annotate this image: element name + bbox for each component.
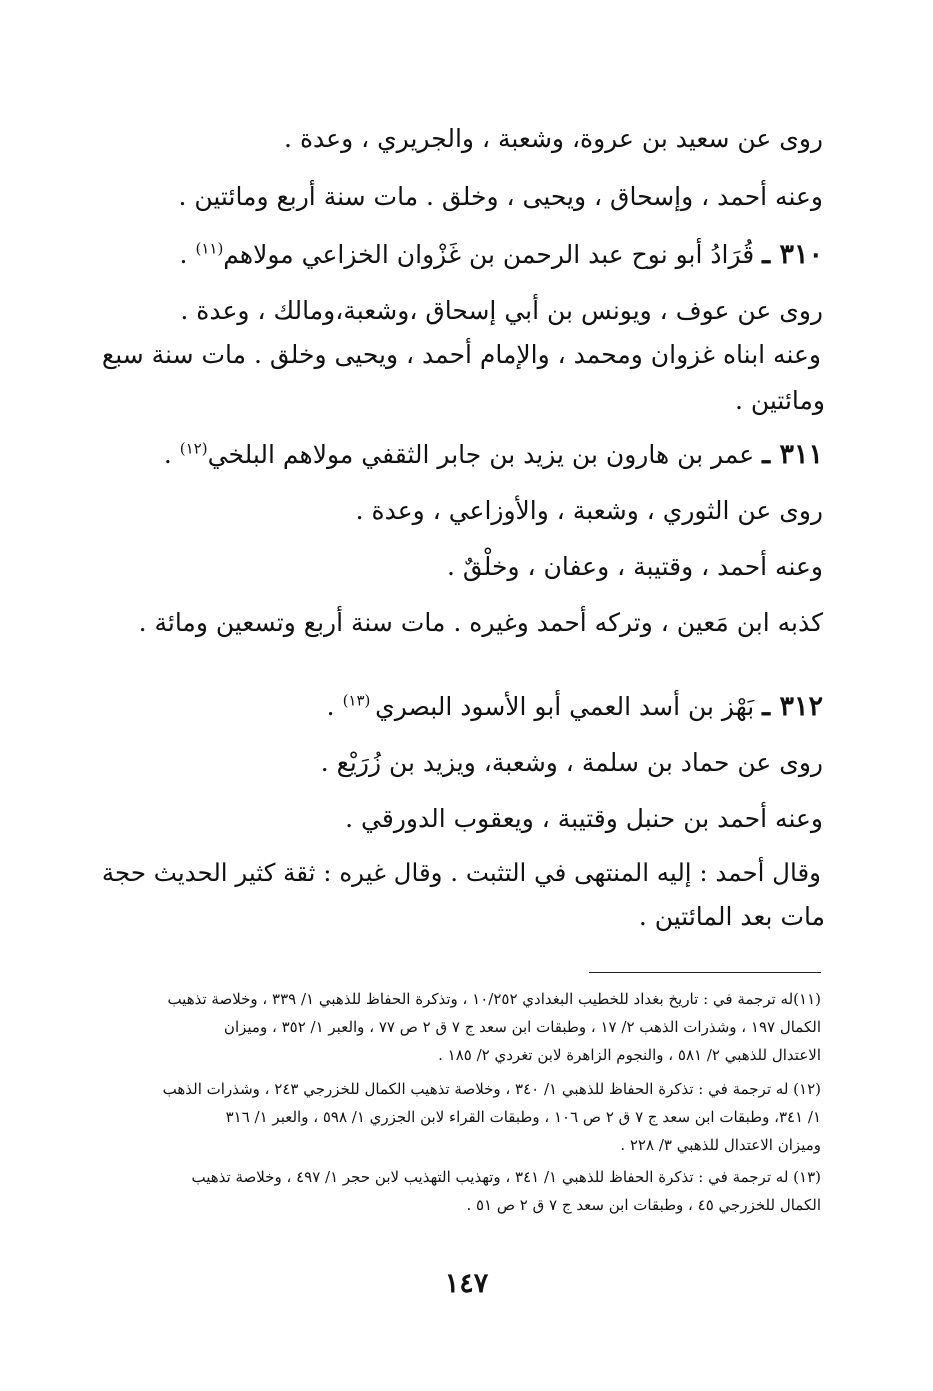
footnote-ref: (١١) — [195, 239, 224, 258]
footnote-11-continued: الاعتدال للذهبي ٢/ ٥٨١ ، والنجوم الزاهرة لابن تغردي ٢/ ١٨٥ . — [438, 1046, 821, 1064]
assessment-line: كذبه ابن مَعين ، وتركه أحمد وغيره . مات سنة أربع وتسعين ومائة . — [138, 608, 823, 637]
entry-name: بَهْز بن أسد العمي أبو الأسود البصري — [375, 692, 755, 721]
narrators-to-line: وعنه أحمد بن حنبل وقتيبة ، ويعقوب الدورقي . — [345, 804, 823, 833]
assessment-line: وقال أحمد : إليه المنتهى في التثبت . وقال غيره : ثقة كثير الحديث حجة — [101, 858, 821, 887]
footnote-13-continued: الكمال للخزرجي ٤٥ ، وطبقات ابن سعد ج ٧ ق ٢ ص ٥١ . — [466, 1196, 821, 1214]
death-line: مات بعد المائتين . — [638, 902, 825, 931]
footnote-11: (١١)له ترجمة في : تاريخ بغداد للخطيب البغدادي ١٠/٢٥٢ ، وتذكرة الحفاظ للذهبي ١/ ٣٣٩ ، وخلاصة تذهيب — [167, 990, 821, 1008]
footnote-12-continued: ١/ ٣٤١، وطبقات ابن سعد ج ٧ ق ٢ ص ١٠٦ ، وطبقات القراء لابن الجزري ١/ ٥٩٨ ، والعبر ١/ ٣١٦ — [225, 1108, 821, 1126]
narrators-from-line: روى عن سعيد بن عروة، وشعبة ، والجريري ، وعدة . — [284, 124, 823, 153]
footnote-12: (١٢) له ترجمة في : تذكرة الحفاظ للذهبي ١/ ٣٤٠ ، وخلاصة تذهيب الكمال للخزرجي ٢٤٣ ، وشذرات الذهب — [162, 1080, 821, 1098]
entry-name: عمر بن هارون بن يزيد بن جابر الثقفي مولاهم البلخي — [207, 440, 755, 469]
footnote-ref: (١٣) — [342, 691, 376, 710]
entry-name: قُرَادُ أبو نوح عبد الرحمن بن غَزْوان الخزاعي مولاهم — [223, 240, 755, 269]
page-number: ١٤٧ — [444, 1268, 489, 1299]
punctuation: . — [326, 692, 343, 721]
footnote-11-continued: الكمال ١٩٧ ، وشذرات الذهب ٢/ ١٧ ، وطبقات ابن سعد ج ٧ ق ٢ ص ٧٧ ، والعبر ١/ ٣٥٢ ، وميزان — [223, 1018, 821, 1036]
entry-number: ٣١١ ـ — [762, 439, 823, 470]
punctuation: . — [163, 440, 180, 469]
entry-number: ٣١٠ ـ — [762, 239, 823, 270]
entry-310-heading — [180, 238, 823, 272]
footnote-12-continued: وميزان الاعتدال للذهبي ٣/ ٢٢٨ . — [620, 1136, 821, 1154]
narrators-to-line: وعنه ابناه غزوان ومحمد ، والإمام أحمد ، ويحيى وخلق . مات سنة سبع — [101, 340, 821, 369]
narrators-from-line: روى عن عوف ، ويونس بن أبي إسحاق ،وشعبة،ومالك ، وعدة . — [180, 296, 823, 325]
footnote-separator — [589, 972, 821, 973]
narrators-to-line-continued: ومائتين . — [734, 386, 825, 415]
narrators-to-line: وعنه أحمد ، وقتيبة ، وعفان ، وخلْقٌ . — [447, 552, 823, 581]
punctuation: . — [179, 240, 196, 269]
narrators-from-line: روى عن حماد بن سلمة ، وشعبة، ويزيد بن زُرَيْع . — [320, 748, 823, 777]
entry-312-heading — [327, 690, 823, 724]
narrators-from-line: روى عن الثوري ، وشعبة ، والأوزاعي ، وعدة . — [355, 496, 823, 525]
entry-number: ٣١٢ ـ — [762, 691, 823, 722]
narrators-to-line: وعنه أحمد ، وإسحاق ، ويحيى ، وخلق . مات سنة أربع ومائتين . — [178, 182, 823, 211]
footnote-ref: (١٢) — [179, 439, 208, 458]
entry-311-heading — [164, 438, 823, 472]
footnote-13: (١٣) له ترجمة في : تذكرة الحفاظ للذهبي ١/ ٣٤١ ، وتهذيب التهذيب لابن حجر ١/ ٤٩٧ ، وخلاصة تذهيب — [191, 1168, 821, 1186]
